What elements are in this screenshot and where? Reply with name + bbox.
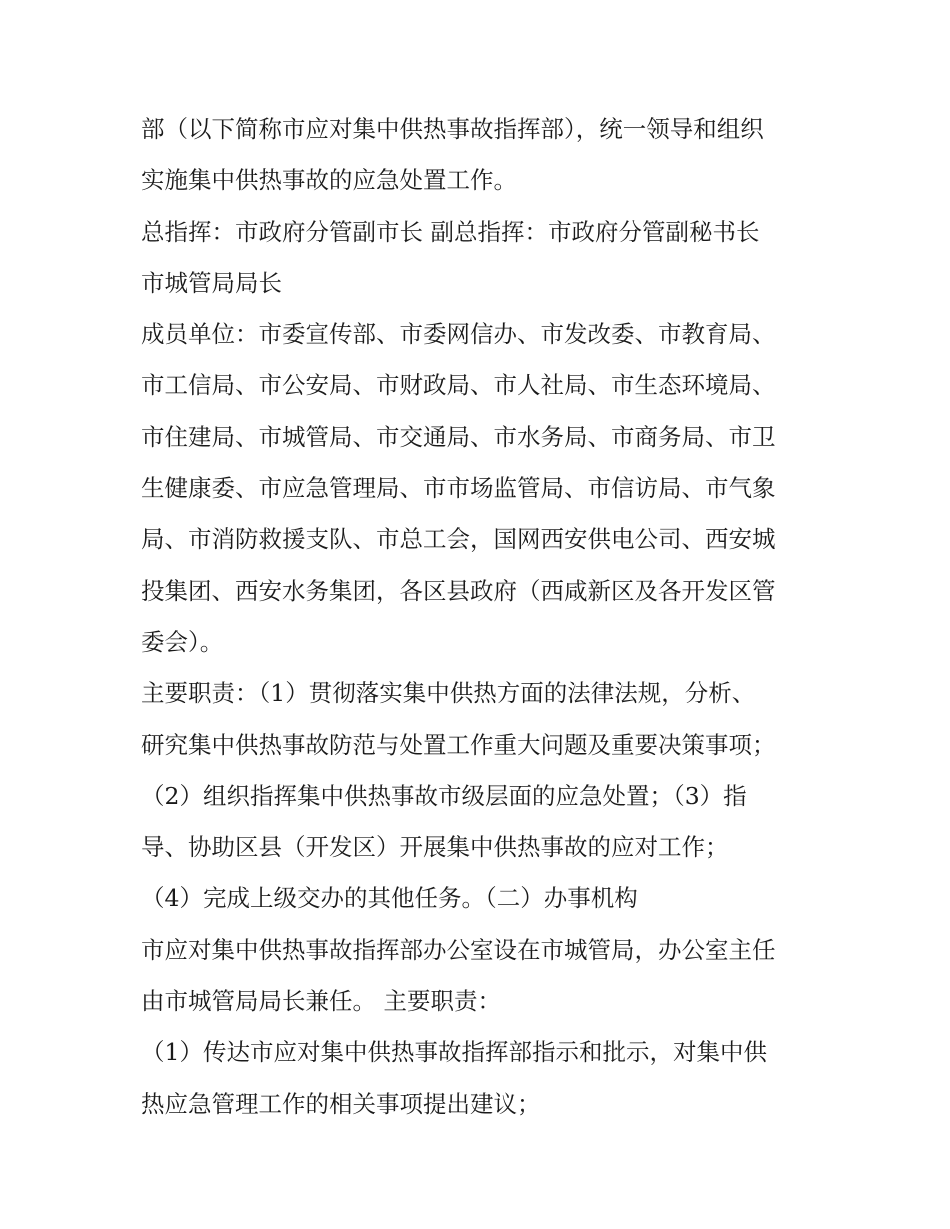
text-line-1: 部（以下简称市应对集中供热事故指挥部），统一领导和组织	[141, 115, 764, 143]
document-body	[141, 104, 821, 1130]
text-line-2: 实施集中供热事故的应急处置工作。	[141, 166, 517, 195]
text-line-11: 委会）。	[141, 627, 224, 656]
text-line-18: 由市城管局局长兼任。 主要职责：	[141, 987, 501, 1016]
text-line-17: 市应对集中供热事故指挥部办公室设在市城管局，办公室主任	[141, 935, 776, 964]
text-line-7: 市住建局、市城管局、市交通局、市水务局、市商务局、市卫	[141, 422, 776, 451]
text-line-12: 主要职责：（1）贯彻落实集中供热方面的法律法规，分析、	[141, 679, 756, 708]
text-line-20: 热应急管理工作的相关事项提出建议；	[141, 1089, 541, 1118]
text-line-4: 市城管局局长	[141, 268, 282, 297]
text-line-3: 总指挥：市政府分管副市长 副总指挥：市政府分管副秘书长	[141, 217, 760, 246]
text-line-9: 局、市消防救援支队、市总工会，国网西安供电公司、西安城	[141, 525, 776, 554]
text-line-10: 投集团、西安水务集团，各区县政府（西咸新区及各开发区管	[141, 576, 776, 605]
text-line-19: （1）传达市应对集中供热事故指挥部指示和批示，对集中供	[141, 1038, 767, 1067]
text-line-6: 市工信局、市公安局、市财政局、市人社局、市生态环境局、	[141, 371, 776, 400]
text-line-5: 成员单位：市委宣传部、市委网信办、市发改委、市教育局、	[141, 320, 776, 349]
text-line-8: 生健康委、市应急管理局、市市场监管局、市信访局、市气象	[141, 474, 776, 503]
text-line-15: 导、协助区县（开发区）开展集中供热事故的应对工作；	[141, 833, 729, 862]
text-line-14: （2）组织指挥集中供热事故市级层面的应急处置；（3）指	[141, 781, 747, 810]
text-line-13: 研究集中供热事故防范与处置工作重大问题及重要决策事项；	[141, 730, 776, 759]
text-line-16: （4）完成上级交办的其他任务。（二）办事机构	[141, 884, 638, 913]
